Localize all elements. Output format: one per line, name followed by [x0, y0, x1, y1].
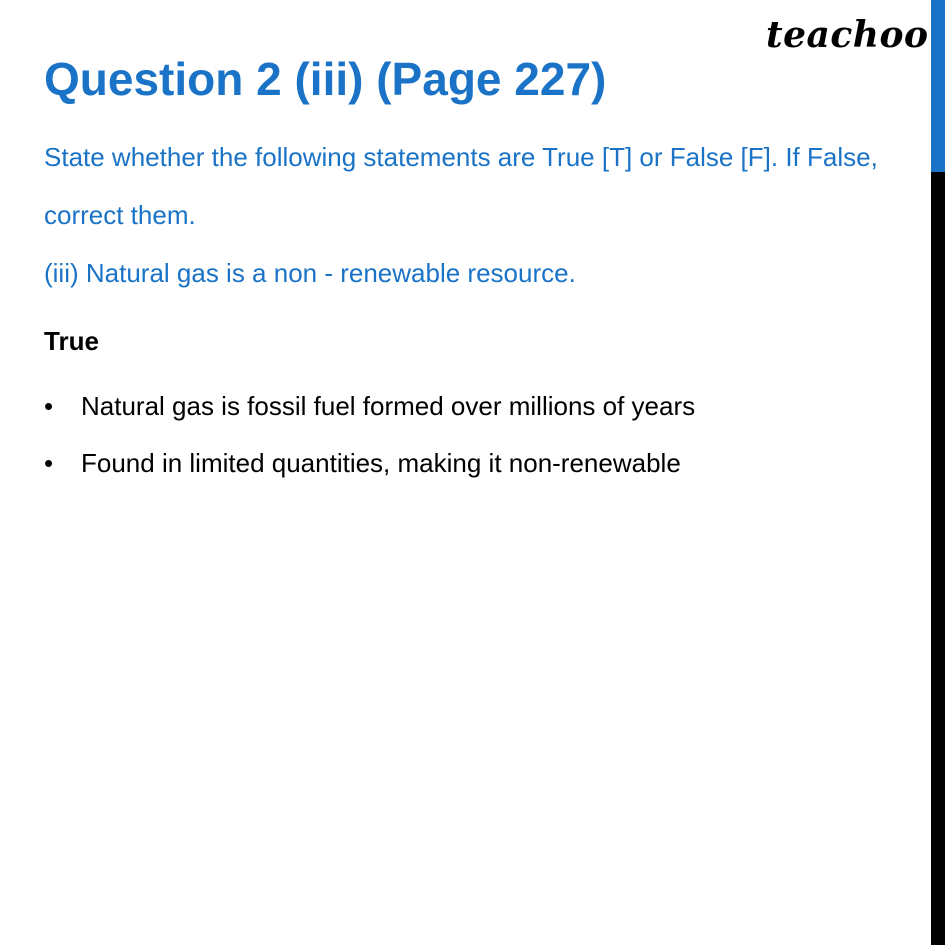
question-title: Question 2 (iii) (Page 227) — [44, 53, 607, 105]
bullet-icon: • — [44, 448, 54, 478]
point-text: Natural gas is fossil fuel formed over millions of years — [81, 391, 696, 421]
question-text — [44, 128, 914, 302]
answer-points — [44, 378, 904, 492]
answer-verdict: True — [44, 326, 99, 356]
point-text: Found in limited quantities, making it non-renewable — [81, 448, 681, 478]
right-edge-accent — [931, 0, 945, 172]
teachoo-logo: teachoo — [766, 14, 929, 56]
question-statement: (iii) Natural gas is a non - renewable resource. — [44, 258, 576, 288]
list-item — [44, 378, 904, 435]
bullet-icon: • — [44, 391, 54, 421]
question-instruction: State whether the following statements are True [T] or False [F]. If False, correct them. — [44, 142, 878, 230]
list-item — [44, 435, 904, 492]
